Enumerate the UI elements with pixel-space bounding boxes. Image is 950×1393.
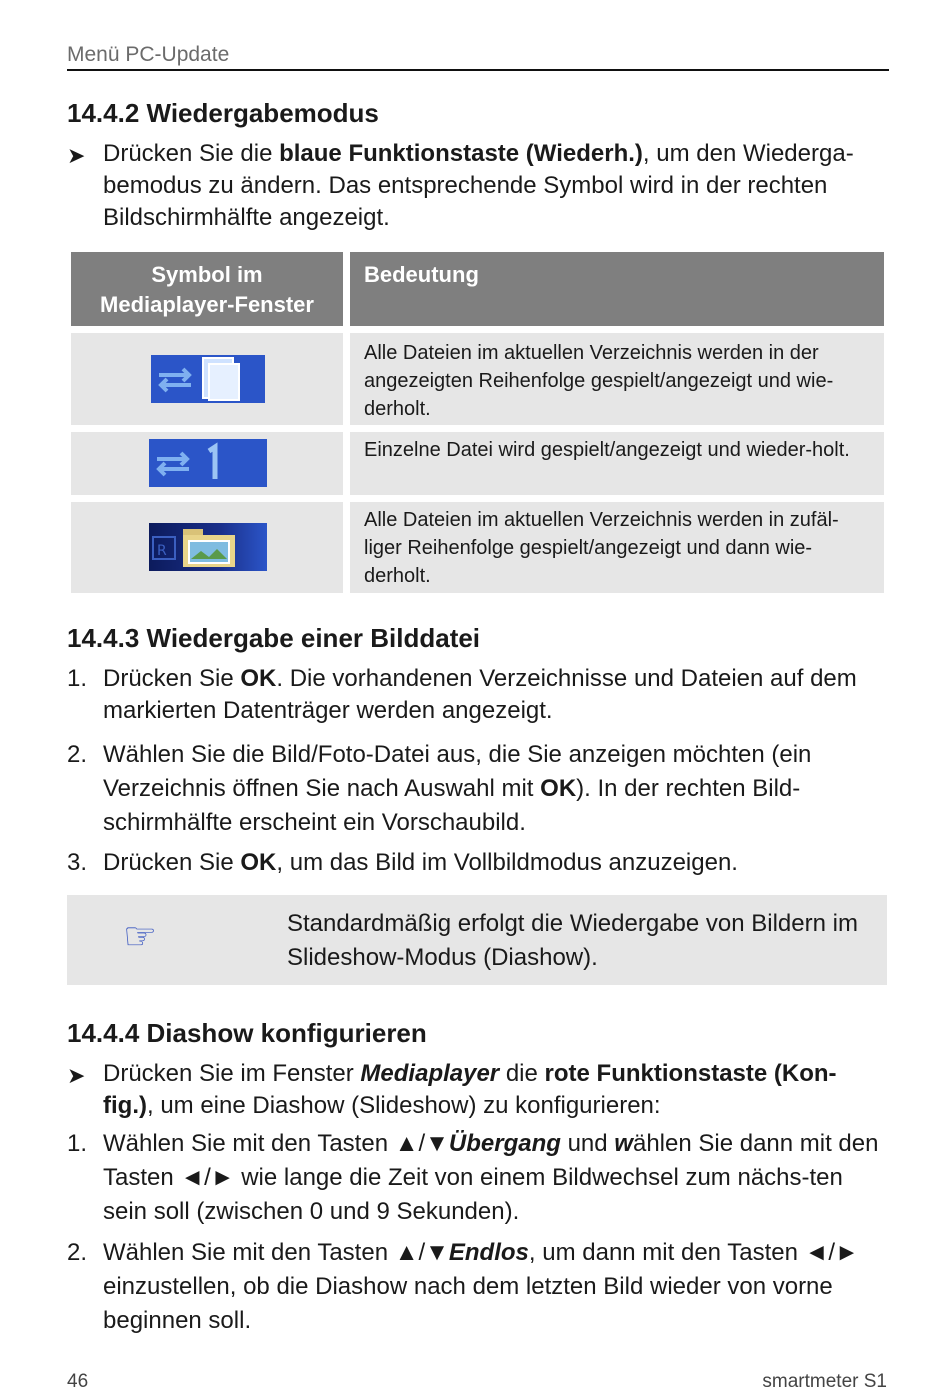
table-row-meaning-cell: Einzelne Datei wird gespielt/angezeigt und wieder-holt.: [350, 432, 884, 495]
svg-text:R: R: [157, 543, 167, 559]
table-row-meaning-cell: Alle Dateien im aktuellen Verzeichnis werden in zufäl-liger Reihenfolge gespielt/angezeigt und dann wie-derholt.: [350, 502, 884, 593]
table-header-meaning: Bedeutung: [350, 252, 884, 326]
table-row-meaning-cell: Alle Dateien im aktuellen Verzeichnis werden in der angezeigten Reihenfolge gespielt/angezeigt und wie-derholt.: [350, 333, 884, 425]
page-number: 46: [67, 1371, 89, 1392]
header-rule: [67, 69, 889, 71]
arrow-bullet-icon: ➤: [67, 1063, 86, 1088]
table-row-icon-cell: [71, 432, 343, 495]
instruction-paragraph: Drücken Sie im Fenster Mediaplayer die rote Funktionstaste (Kon-fig.), um eine Diashow (Slideshow) zu konfigurieren:: [103, 1060, 837, 1119]
section-title-bilddatei: 14.4.3 Wiedergabe einer Bilddatei: [67, 623, 481, 653]
running-header: Menü PC-Update: [67, 43, 230, 66]
repeat-one-icon: [149, 439, 267, 487]
table-header-symbol: Symbol im Mediaplayer-Fenster: [71, 252, 343, 326]
repeat-random-icon: [149, 523, 267, 571]
instruction-paragraph: Drücken Sie die blaue Funktionstaste (Wiederh.), um den Wiederga- bemodus zu ändern. Das entsprechende Symbol wird in der rechten Bildschirmhälfte angezeigt.: [103, 140, 854, 231]
repeat-all-icon: [151, 355, 265, 403]
arrow-bullet-icon: ➤: [67, 143, 86, 168]
table-row-icon-cell: [71, 333, 343, 425]
section-title-wiedergabemodus: 14.4.2 Wiedergabemodus: [67, 98, 379, 128]
pointing-hand-icon: ☞: [123, 916, 158, 958]
note-box: [67, 895, 887, 985]
note-text: Standardmäßig erfolgt die Wiedergabe von Bildern im Slideshow-Modus (Diashow).: [287, 910, 858, 971]
section-title-diashow: 14.4.4 Diashow konfigurieren: [67, 1018, 427, 1048]
table-row-icon-cell: [71, 502, 343, 593]
product-name: smartmeter S1: [762, 1371, 887, 1392]
